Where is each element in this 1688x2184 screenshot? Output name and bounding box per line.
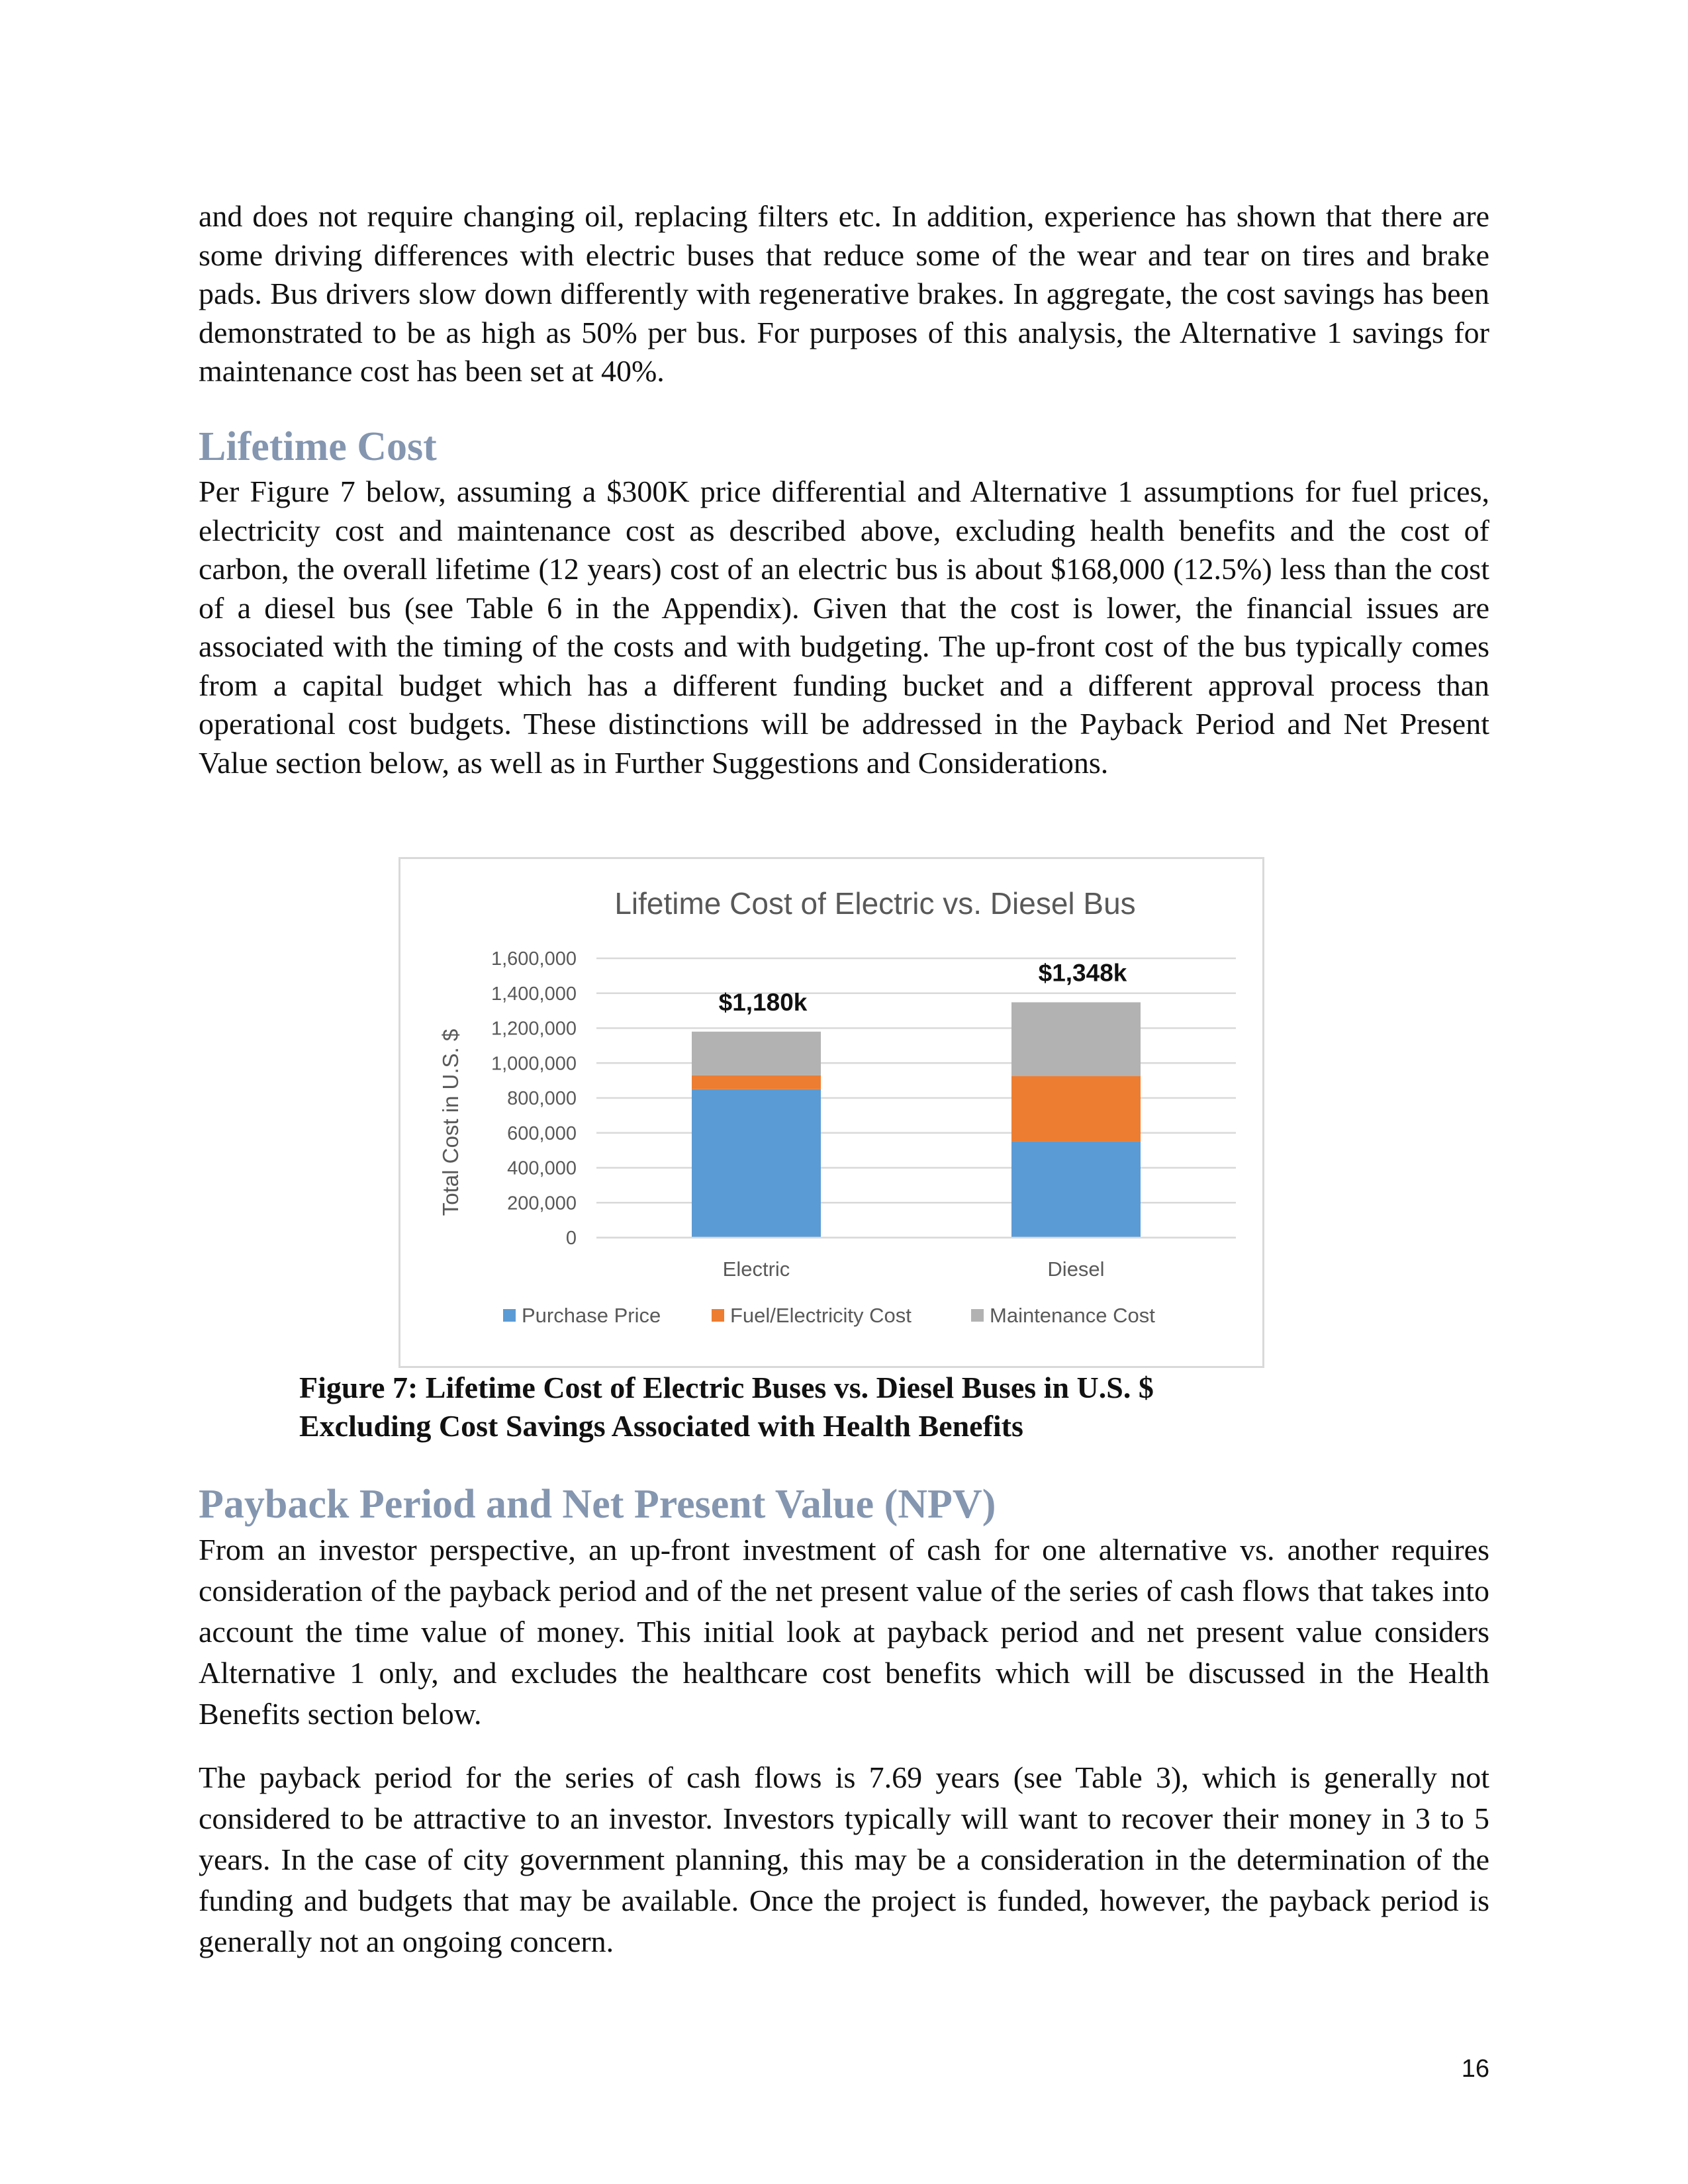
y-tick-label: 1,400,000 [491, 983, 577, 1005]
figure-caption-line-2: Excluding Cost Savings Associated with Health Benefits [299, 1409, 1023, 1443]
legend-label: Purchase Price [522, 1304, 661, 1327]
heading-lifetime-cost: Lifetime Cost [199, 424, 437, 469]
bar-total-label: $1,180k [718, 988, 808, 1016]
paragraph-npv-intro: From an investor perspective, an up-front investment of cash for one alternative vs. another requires consideration of the payback period and of the net present value of the series of cash flows that takes into account the time value of money. This initial look at payback period and net present value considers Alternative 1 only, and excludes the healthcare cost benefits which will be discussed in the Health Benefits section below. [199, 1533, 1489, 1731]
bar-segment [692, 1089, 821, 1238]
y-tick-label: 600,000 [507, 1122, 577, 1144]
legend-swatch [712, 1309, 724, 1322]
page-number: 16 [1461, 2055, 1489, 2083]
chart-svg [400, 859, 1262, 1366]
legend-swatch [503, 1309, 516, 1322]
y-tick-label: 400,000 [507, 1158, 577, 1179]
bar-segment [1011, 1076, 1141, 1142]
figure-caption-line-1: Figure 7: Lifetime Cost of Electric Buses vs. Diesel Buses in U.S. $ [299, 1371, 1154, 1404]
paragraph-payback: The payback period for the series of cash flows is 7.69 years (see Table 3), which is generally not considered to be attractive to an investor. Investors typically will want to recover their money in 3 to 5 years. In the case of city government planning, this may be a consideration in the determination of the funding and budgets that may be available. Once the project is funded, however, the payback period is generally not an ongoing concern. [199, 1760, 1489, 1958]
y-tick-label: 0 [565, 1228, 577, 1249]
y-tick-label: 800,000 [507, 1088, 577, 1109]
y-tick-label: 200,000 [507, 1193, 577, 1214]
bar-segment [1011, 1142, 1141, 1238]
chart-title: Lifetime Cost of Electric vs. Diesel Bus [614, 886, 1136, 921]
legend-swatch [971, 1309, 984, 1322]
heading-payback-npv: Payback Period and Net Present Value (NPV) [199, 1482, 996, 1527]
bar-segment [692, 1032, 821, 1075]
legend-label: Fuel/Electricity Cost [730, 1304, 912, 1327]
paragraph-maintenance-intro: and does not require changing oil, replacing filters etc. In addition, experience has shown that there are some driving differences with electric buses that reduce some of the wear and tear on tires and brake pads. Bus drivers slow down differently with regenerative brakes. In aggregate, the cost savings has been demonstrated to be as high as 50% per bus. For purposes of this analysis, the Alternative 1 savings for maintenance cost has been set at 40%. [199, 199, 1489, 388]
figure-caption [299, 1369, 1358, 1445]
bar-segment [1011, 1002, 1141, 1076]
x-tick-label: Electric [722, 1257, 790, 1281]
y-tick-label: 1,600,000 [491, 948, 577, 970]
legend-label: Maintenance Cost [990, 1304, 1155, 1327]
y-tick-label: 1,200,000 [491, 1018, 577, 1040]
y-tick-label: 1,000,000 [491, 1053, 577, 1075]
bar-total-label: $1,348k [1038, 959, 1127, 987]
lifetime-cost-chart [399, 857, 1264, 1368]
bar-segment [692, 1075, 821, 1089]
y-axis-label: Total Cost in U.S. $ [438, 1028, 463, 1216]
x-tick-label: Diesel [1047, 1257, 1105, 1281]
paragraph-lifetime-cost: Per Figure 7 below, assuming a $300K price differential and Alternative 1 assumptions for fuel prices, electricity cost and maintenance cost as described above, excluding health benefits and the cost of carbon, the overall lifetime (12 years) cost of an electric bus is about $168,000 (12.5%) less than the cost of a diesel bus (see Table 6 in the Appendix). Given that the cost is lower, the financial issues are associated with the timing of the costs and with budgeting. The up-front cost of the bus typically comes from a capital budget which has a different funding bucket and a different approval process than operational cost budgets. These distinctions will be addressed in the Payback Period and Net Present Value section below, as well as in Further Suggestions and Considerations. [199, 475, 1489, 780]
